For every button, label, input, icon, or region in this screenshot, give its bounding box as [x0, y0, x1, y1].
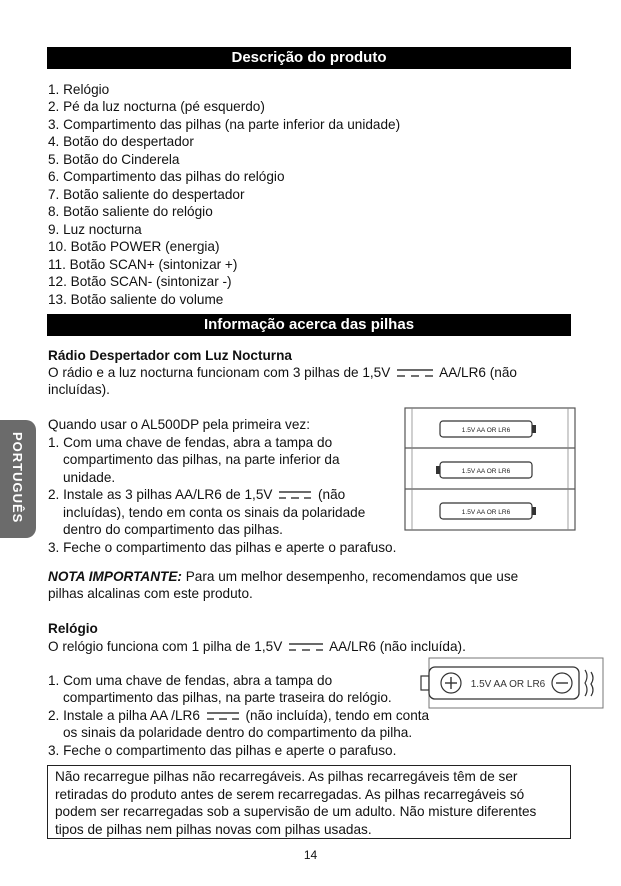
battery-compartment-illustration	[404, 407, 576, 531]
note-text-cont: pilhas alcalinas com este produto.	[48, 586, 253, 601]
radio-text-part: AA/LR6 (não	[439, 365, 517, 380]
warning-line: podem ser recarregadas sob a supervisão de um adulto. Não misture diferentes	[55, 804, 537, 819]
battery-icon	[440, 421, 536, 437]
radio-text	[48, 364, 517, 381]
language-label: PORTUGUÊS	[10, 432, 25, 524]
important-note	[48, 568, 518, 585]
warning-line: retiradas do produto antes de serem recarregadas. As pilhas recarregáveis só	[55, 787, 525, 802]
list-item: 7. Botão saliente do despertador	[48, 187, 245, 202]
dc-symbol-icon	[289, 642, 323, 652]
step-text-part: 2. Instale a pilha AA /LR6	[48, 708, 200, 723]
step-text-part: 2. Instale as 3 pilhas AA/LR6 de 1,5V	[48, 487, 273, 502]
step-text: os sinais da polaridade dentro do compartimento da pilha.	[63, 725, 413, 740]
note-label: NOTA IMPORTANTE:	[48, 569, 182, 584]
step-text: 3. Feche o compartimento das pilhas e aperte o parafuso.	[48, 540, 397, 555]
plus-icon	[441, 673, 461, 693]
list-item: 10. Botão POWER (energia)	[48, 239, 220, 254]
clock-battery-illustration	[419, 656, 605, 710]
battery-icon	[440, 503, 536, 519]
step-text: 3. Feche o compartimento das pilhas e aperte o parafuso.	[48, 743, 397, 758]
list-item: 6. Compartimento das pilhas do relógio	[48, 169, 285, 184]
dc-symbol-icon	[279, 490, 311, 500]
radio-heading: Rádio Despertador com Luz Nocturna	[48, 348, 292, 363]
list-item: 2. Pé da luz nocturna (pé esquerdo)	[48, 99, 265, 114]
step-text: compartimento das pilhas, na parte traseira do relógio.	[63, 690, 392, 705]
section-header-product-description: Descrição do produto	[47, 47, 571, 69]
step-text	[48, 486, 345, 503]
first-use-heading: Quando usar o AL500DP pela primeira vez:	[48, 417, 310, 432]
radio-text-cont: incluídas).	[48, 382, 110, 397]
battery-label: 1.5V AA OR LR6	[470, 679, 546, 690]
step-text: 1. Com uma chave de fendas, abra a tampa do	[48, 435, 333, 450]
step-text: 1. Com uma chave de fendas, abra a tampa do	[48, 673, 333, 688]
list-item: 1. Relógio	[48, 82, 110, 97]
list-item: 11. Botão SCAN+ (sintonizar +)	[48, 257, 238, 272]
minus-icon	[552, 673, 572, 693]
step-text: compartimento das pilhas, na parte inferior da	[63, 452, 340, 467]
step-text-part: (não incluída), tendo em conta	[245, 708, 430, 723]
section-header-battery-info: Informação acerca das pilhas	[47, 314, 571, 336]
step-text: dentro do compartimento das pilhas.	[63, 522, 283, 537]
list-item: 4. Botão do despertador	[48, 134, 194, 149]
note-text: Para um melhor desempenho, recomendamos que use	[185, 569, 519, 584]
warning-line: tipos de pilhas nem pilhas novas com pilhas usadas.	[55, 822, 372, 837]
clock-text-part: O relógio funciona com 1 pilha de 1,5V	[48, 639, 283, 654]
step-text	[48, 707, 429, 724]
step-text: incluídas), tendo em conta os sinais da polaridade	[63, 505, 366, 520]
list-item: 9. Luz nocturna	[48, 222, 142, 237]
clock-text-part: AA/LR6 (não incluída).	[329, 639, 466, 654]
step-text-part: (não	[318, 487, 346, 502]
svg-text:1.5V AA OR LR6: 1.5V AA OR LR6	[461, 427, 511, 434]
radio-text-part: O rádio e a luz nocturna funcionam com 3 pilhas de 1,5V	[48, 365, 391, 380]
svg-text:1.5V AA OR LR6: 1.5V AA OR LR6	[461, 468, 511, 475]
step-text: unidade.	[63, 470, 116, 485]
clock-heading: Relógio	[48, 621, 98, 636]
dc-symbol-icon	[207, 711, 239, 721]
list-item: 5. Botão do Cinderela	[48, 152, 180, 167]
page-number: 14	[303, 848, 318, 862]
list-item: 3. Compartimento das pilhas (na parte inferior da unidade)	[48, 117, 401, 132]
svg-text:1.5V AA OR LR6: 1.5V AA OR LR6	[461, 509, 511, 516]
list-item: 8. Botão saliente do relógio	[48, 204, 213, 219]
battery-icon	[436, 462, 532, 478]
list-item: 12. Botão SCAN- (sintonizar -)	[48, 274, 232, 289]
dc-symbol-icon	[397, 368, 433, 378]
list-item: 13. Botão saliente do volume	[48, 292, 224, 307]
clock-text	[48, 638, 466, 655]
warning-line: Não recarregue pilhas não recarregáveis. As pilhas recarregáveis têm de ser	[55, 769, 518, 784]
